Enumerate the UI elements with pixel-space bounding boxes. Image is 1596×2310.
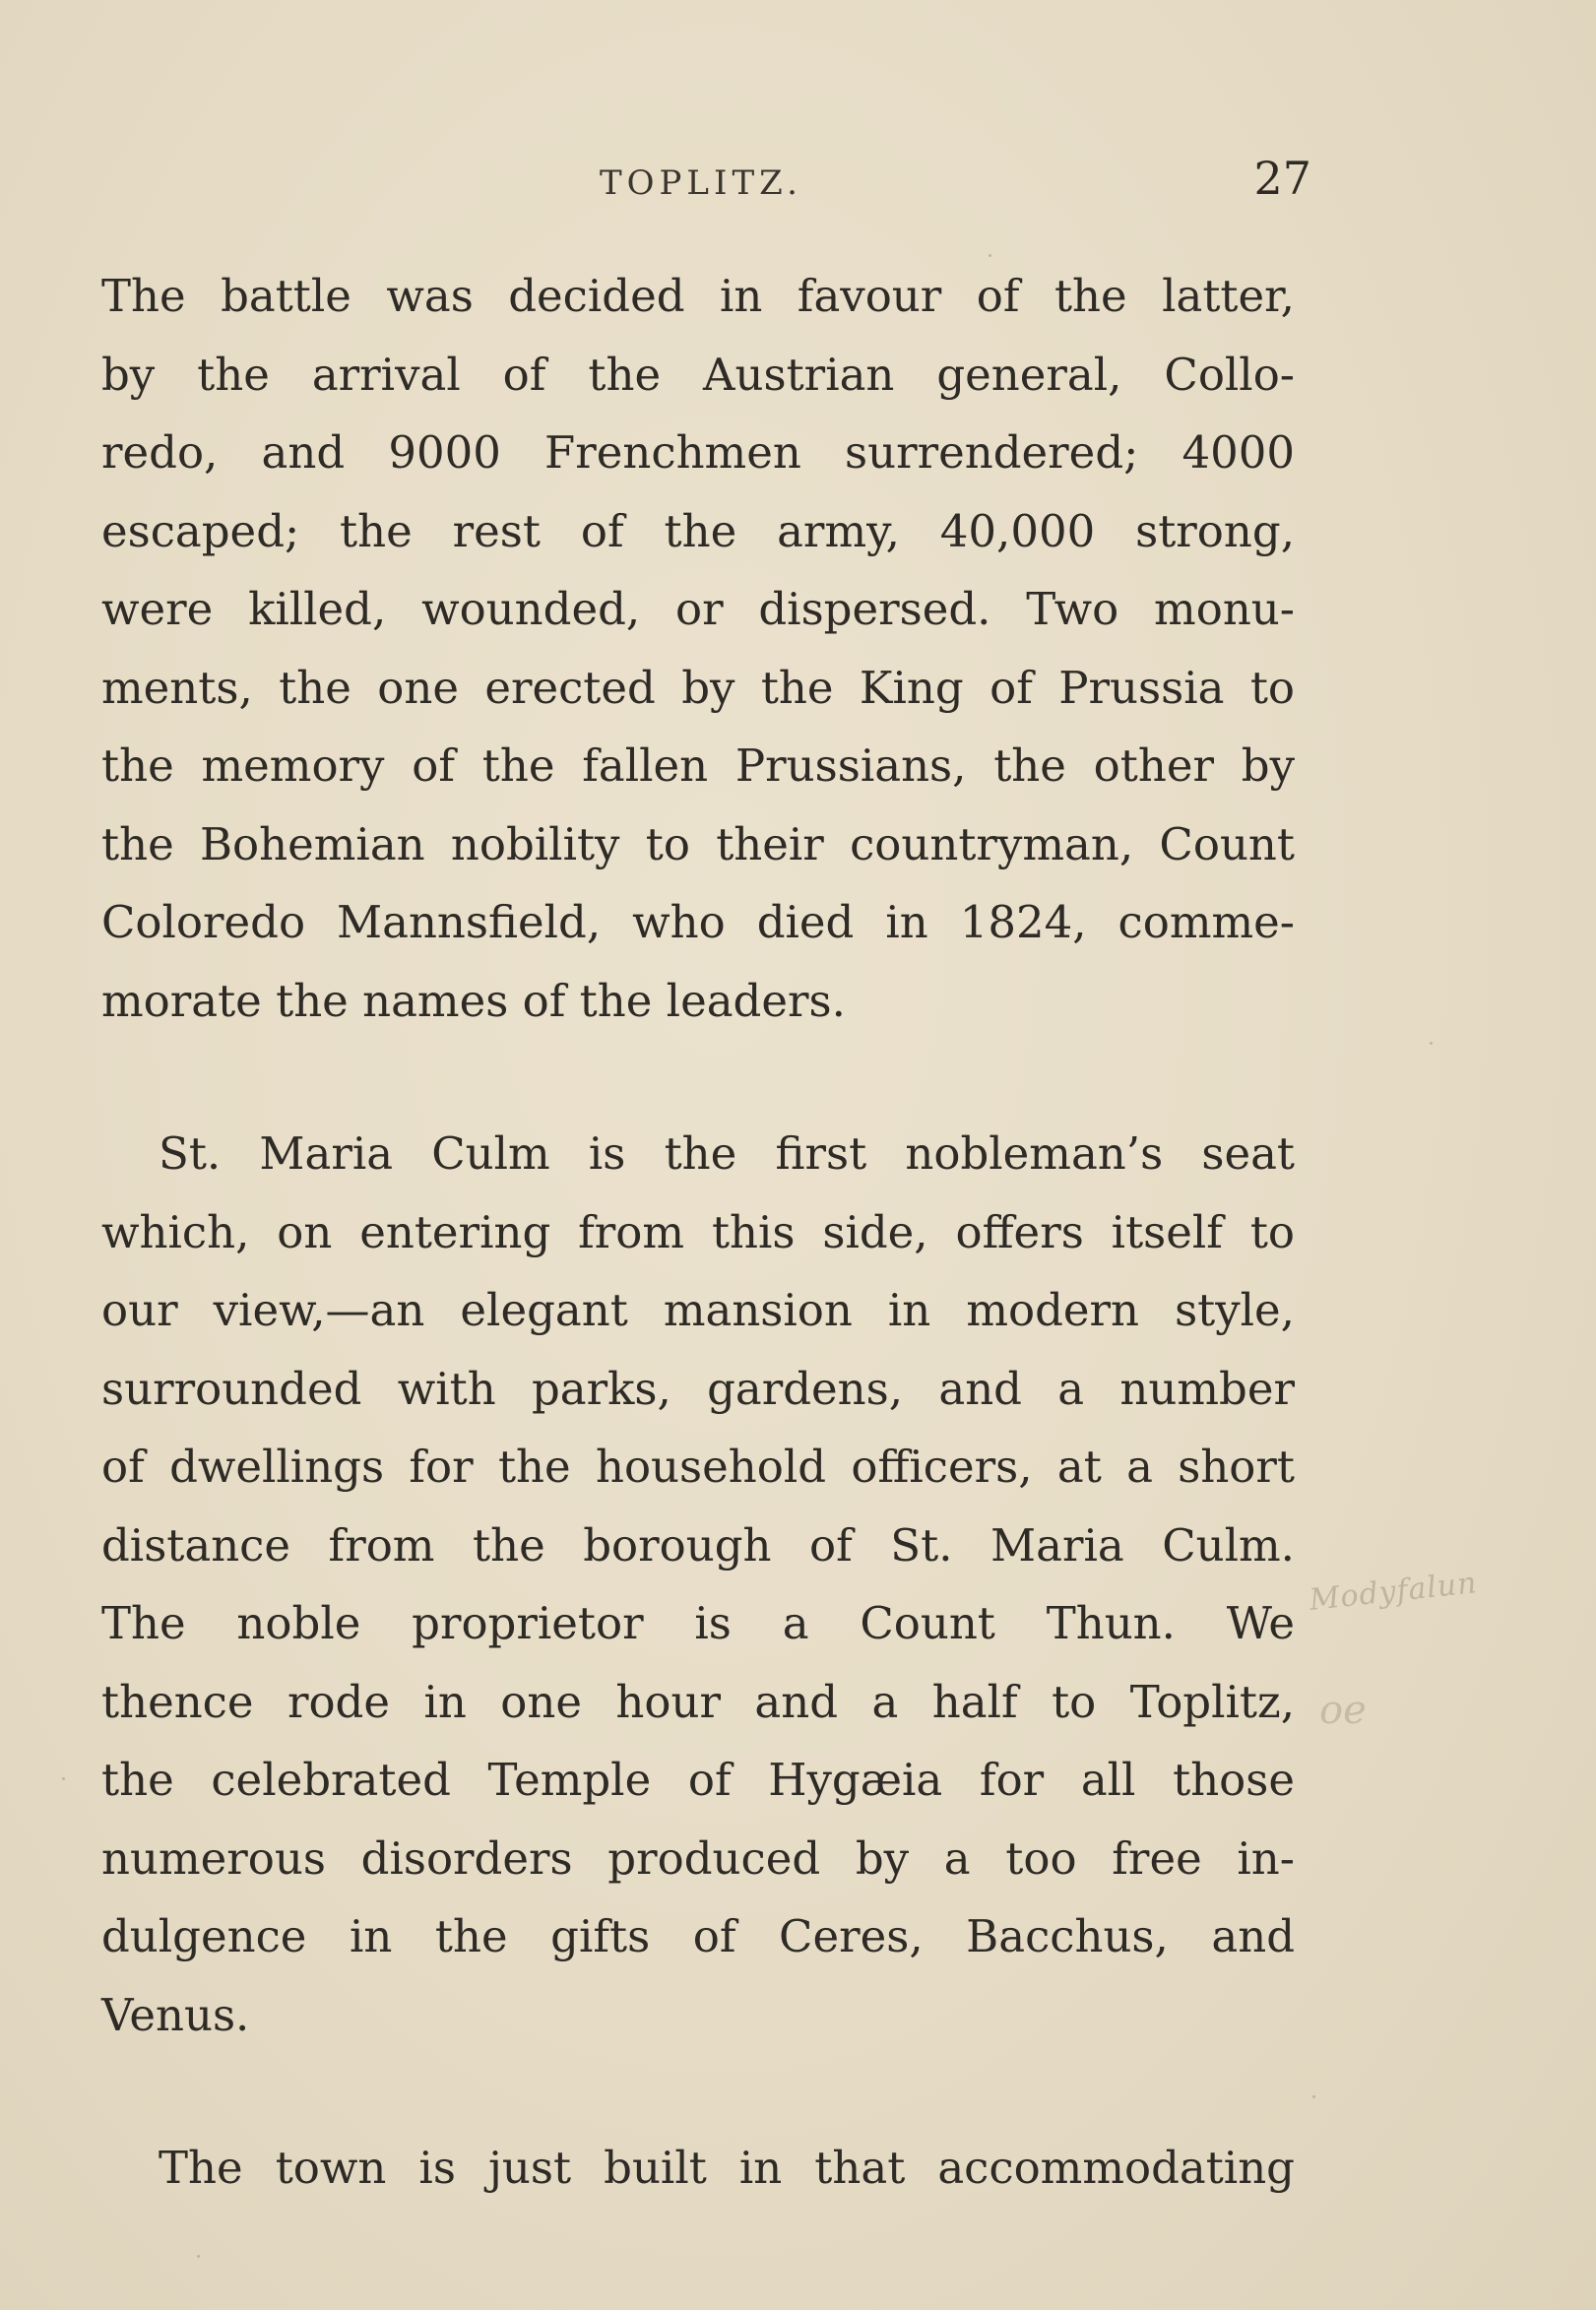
- text-line: the memory of the fallen Prussians, the other by: [101, 739, 1295, 792]
- paper-speck: [1430, 1042, 1433, 1045]
- running-title: TOPLITZ.: [600, 163, 802, 203]
- text-line: were killed, wounded, or dispersed. Two monu-: [101, 583, 1295, 635]
- text-line: escaped; the rest of the army, 40,000 strong,: [101, 504, 1295, 557]
- text-line: The noble proprietor is a Count Thun. We: [101, 1597, 1295, 1649]
- page-number: 27: [1253, 152, 1311, 205]
- text-line: our view,—an elegant mansion in modern style,: [101, 1284, 1295, 1336]
- paper-speck: [62, 1777, 65, 1780]
- text-line: Coloredo Mannsfield, who died in 1824, comme-: [101, 896, 1295, 948]
- running-head: [98, 152, 1311, 211]
- body-text: [101, 257, 1295, 2208]
- text-line: redo, and 9000 Frenchmen surrendered; 4000: [101, 426, 1295, 479]
- text-line: surrounded with parks, gardens, and a number: [101, 1362, 1295, 1415]
- text-line: by the arrival of the Austrian general, Collo-: [101, 348, 1295, 401]
- text-line: Venus.: [101, 1988, 250, 2041]
- text-line: The town is just built in that accommodating: [159, 2142, 1295, 2194]
- paragraph-gap: [101, 2054, 1295, 2129]
- paragraph-maria-culm: [101, 1115, 1295, 2054]
- paper-speck: [197, 2255, 200, 2258]
- paragraph-gap: [101, 1040, 1295, 1115]
- text-line: The battle was decided in favour of the latter,: [101, 270, 1295, 322]
- text-line: which, on entering from this side, offers itself to: [101, 1205, 1295, 1258]
- text-line: of dwellings for the household officers, at a short: [101, 1441, 1295, 1493]
- handwritten-mark: oe: [1319, 1688, 1367, 1733]
- paragraph-battle: [101, 257, 1295, 1040]
- text-line: St. Maria Culm is the first nobleman’s seat: [159, 1127, 1295, 1180]
- paper-speck: [1312, 2095, 1315, 2098]
- handwritten-marginalia: Modyfalun: [1308, 1566, 1480, 1618]
- text-line: the Bohemian nobility to their countryman, Count: [101, 817, 1295, 870]
- text-line: distance from the borough of St. Maria Culm.: [101, 1518, 1295, 1572]
- text-line: thence rode in one hour and a half to Toplitz,: [101, 1675, 1295, 1728]
- text-line: ments, the one erected by the King of Prussia to: [101, 661, 1295, 714]
- text-line: morate the names of the leaders.: [101, 974, 846, 1027]
- text-line: numerous disorders produced by a too free in-: [101, 1831, 1295, 1885]
- paragraph-town: [101, 2129, 1295, 2208]
- text-line: dulgence in the gifts of Ceres, Bacchus, and: [101, 1910, 1295, 1962]
- paper-speck: [989, 254, 991, 257]
- text-line: the celebrated Temple of Hygæia for all those: [101, 1754, 1295, 1806]
